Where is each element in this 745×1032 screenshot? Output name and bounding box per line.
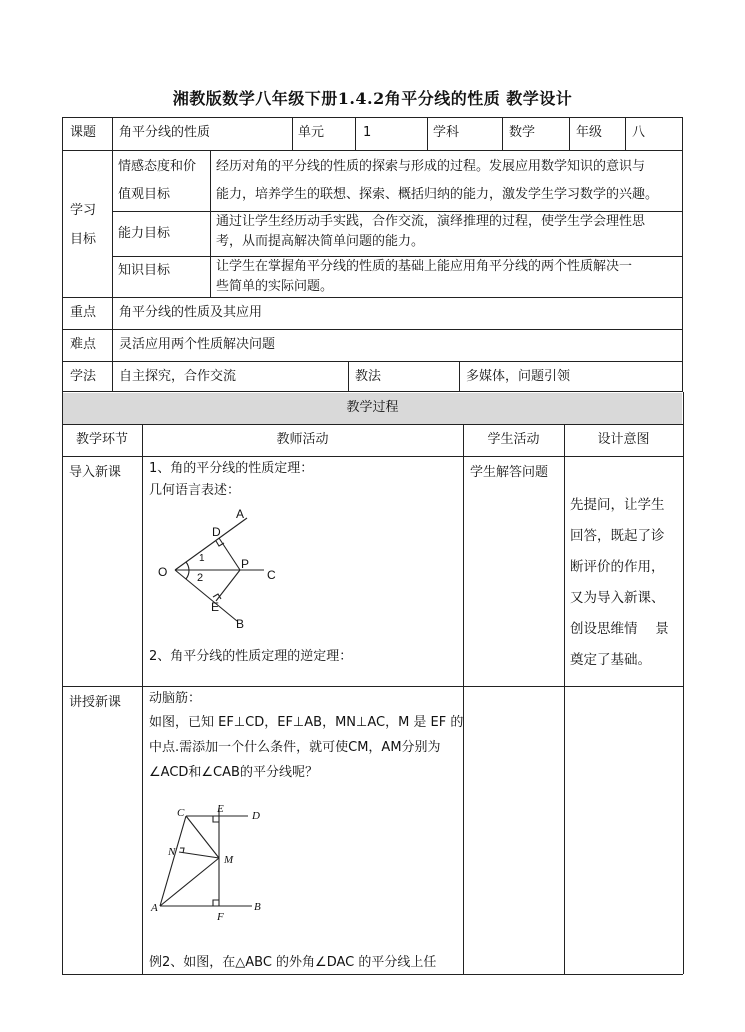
teacher-new-line2: 如图，已知 EF⊥CD，EF⊥AB，MN⊥AC，M 是 EF 的 (149, 715, 464, 730)
teacher-new-line4: ∠ACD和∠CAB的平分线呢？ (149, 765, 318, 780)
study-method-label: 学法 (70, 369, 97, 384)
teach-method-label: 教法 (355, 369, 382, 384)
goal-emotion-label: 情感态度和价 值观目标 (118, 159, 197, 202)
goal-emotion-content: 经历对角的平分线的性质的探索与形成的过程。发展应用数学知识的意识与 能力，培养学生的联想、探索、概括归纳的能力，激发学生学习数学的兴趣。 (216, 159, 659, 202)
label-O: O (158, 565, 168, 579)
difficulty-label: 难点 (70, 337, 97, 352)
topic-label: 课题 (70, 125, 97, 140)
label-B2: B (254, 901, 261, 913)
student-intro: 学生解答问题 (470, 465, 549, 480)
label-C2: C (177, 807, 185, 819)
label-E: E (211, 600, 220, 614)
stage-intro: 导入新课 (69, 465, 122, 480)
col-student: 学生活动 (487, 432, 540, 447)
label-2: 2 (197, 572, 204, 584)
label-C: C (267, 568, 276, 582)
label-D: D (212, 525, 221, 539)
difficulty-value: 灵活应用两个性质解决问题 (119, 337, 276, 352)
label-B: B (236, 617, 245, 631)
goal-knowledge-content: 让学生在掌握角平分线的性质的基础上能应用角平分线的两个性质解决一 些简单的实际问题。 (216, 259, 633, 294)
teacher-intro-line1: 1、角的平分线的性质定理： (149, 461, 314, 476)
goal-ability-content: 通过让学生经历动手实践，合作交流，演绎推理的过程，使学生学会理性思 考，从而提高解决简单问题的能力。 (216, 214, 646, 249)
keypoint-value: 角平分线的性质及其应用 (119, 305, 263, 320)
col-stage: 教学环节 (75, 432, 128, 447)
label-1: 1 (199, 553, 205, 564)
label-P: P (241, 557, 250, 571)
label-E2: E (217, 803, 224, 815)
goal-knowledge-label: 知识目标 (118, 263, 171, 278)
label-F2: F (217, 911, 224, 923)
process-header: 教学过程 (346, 400, 399, 415)
unit-label: 单元 (298, 125, 325, 140)
col-intent: 设计意图 (597, 432, 650, 447)
goal-ability-label: 能力目标 (118, 226, 171, 241)
stage-new-lesson: 讲授新课 (69, 695, 122, 710)
col-teacher: 教师活动 (276, 432, 329, 447)
goals-label: 学习 目标 (70, 203, 97, 247)
grade-label: 年级 (576, 125, 603, 140)
label-N2: N (168, 846, 176, 858)
intent-intro: 先提问，让学生 回答，既起了诊 断评价的作用， 又为导入新课、 创设思维情 景 奠定了基础。 (570, 497, 669, 668)
trapezoid-figure (146, 800, 276, 924)
angle-bisector-figure (145, 504, 295, 634)
unit-value: 1 (363, 125, 372, 140)
grade-value: 八 (632, 125, 646, 140)
label-A: A (236, 507, 245, 521)
subject-label: 学科 (433, 125, 460, 140)
keypoint-label: 重点 (70, 305, 97, 320)
label-M2: M (224, 854, 234, 866)
label-A2: A (151, 902, 158, 914)
teacher-intro-line3: 2、角平分线的性质定理的逆定理： (149, 649, 353, 664)
label-D2: D (252, 810, 260, 822)
teacher-new-line3: 中点.需添加一个什么条件，就可使CM，AM分别为 (149, 740, 441, 755)
document-title: 湘教版数学八年级下册1.4.2角平分线的性质 教学设计 (172, 89, 573, 108)
teacher-intro-line2: 几何语言表述： (149, 483, 241, 498)
teach-method-value: 多媒体，问题引领 (466, 369, 571, 384)
topic-value: 角平分线的性质 (119, 125, 211, 140)
study-method-value: 自主探究，合作交流 (119, 369, 237, 384)
teacher-new-line1: 动脑筋： (149, 691, 202, 706)
teacher-new-line5: 例2、如图，在△ABC 的外角∠DAC 的平分线上任 (149, 955, 437, 970)
subject-value: 数学 (509, 125, 536, 140)
